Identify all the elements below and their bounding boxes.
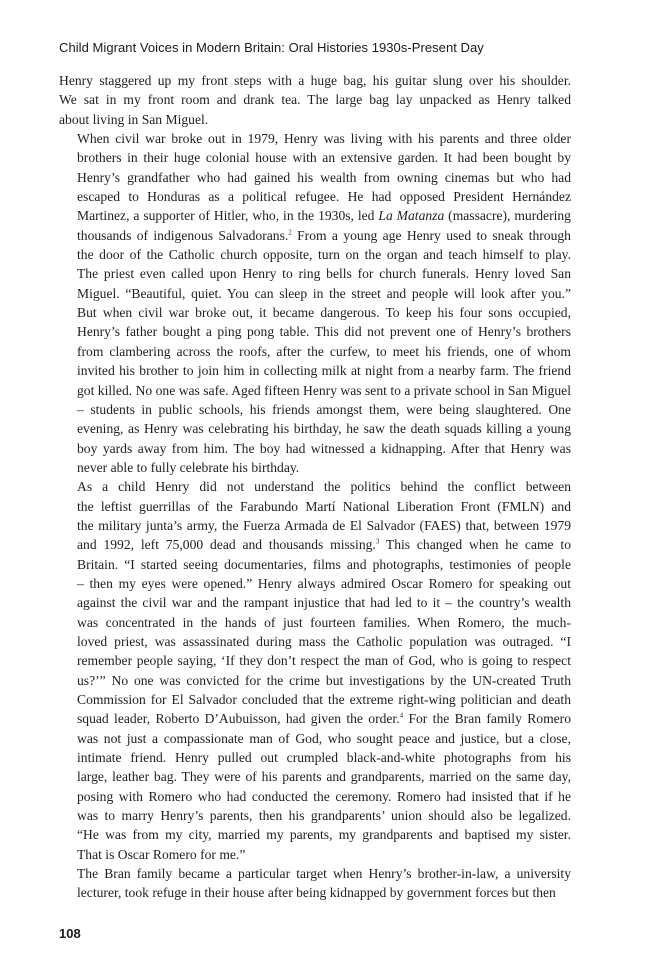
text-line: thousands of indigenous Salvadorans.$^2$ From a young age Henry used to sneak through	[77, 227, 571, 243]
text-line: Commission for El Salvador concluded that the extreme right-wing politician and death	[77, 692, 571, 707]
text-line: from clambering across the roofs, after the curfew, to meet his friends, one of whom	[77, 343, 571, 359]
text-line: Henry’s grandfather who had gained his wealth from owning cinemas but who had	[77, 169, 571, 185]
text-line: squad leader, Roberto D’Aubuisson, had given the order.$^4$ For the Bran family Romero	[77, 711, 571, 727]
text-line: Britain. “I started seeing documentaries, films and photographs, testimonies of people	[77, 556, 571, 572]
text-line: evening, as Henry was celebrating his birthday, he saw the death squads killing a young	[77, 421, 571, 437]
text-line: That is Oscar Romero for me.”	[77, 846, 246, 862]
text-line: The priest even called upon Henry to ring bells for church funerals. Henry loved San	[77, 266, 571, 282]
text-line: remember people saying, ‘If they don’t respect the man of God, who is going to respect	[77, 653, 571, 669]
text-line: lecturer, took refuge in their house after being kidnapped by government forces but then	[77, 885, 556, 901]
text-line: Henry staggered up my front steps with a huge bag, his guitar slung over his shoulder.	[59, 73, 571, 88]
text-line: escaped to Honduras as a political refugee. He had opposed President Hernández	[77, 189, 571, 205]
text-line: was to marry Henry’s parents, then his grandparents’ union should also be legalized.	[77, 808, 571, 824]
text-line: the military junta’s army, the Fuerza Armada de El Salvador (FAES) that, between 1979	[77, 517, 571, 533]
text-line: us?’” No one was convicted for the crime but investigations by the UN-created Truth	[77, 672, 571, 688]
text-line: was concentrated in the hands of just fourteen families. When Romero, the much-	[77, 614, 571, 630]
text-line: about living in San Miguel.	[59, 111, 209, 127]
text-line: Miguel. “Beautiful, quiet. You can sleep in the street and people will look after you.”	[77, 285, 571, 301]
text-line: We sat in my front room and drank tea. The large bag lay unpacked as Henry talked	[59, 92, 571, 108]
text-line: As a child Henry did not understand the politics behind the conflict between	[77, 479, 571, 495]
text-line: invited his brother to join him in collecting milk at night from a nearby farm. The friend	[77, 363, 571, 379]
page-number: 108	[59, 926, 81, 941]
text-line: “He was from my city, married my parents, my grandparents and baptised my sister.	[77, 827, 571, 843]
paragraph	[59, 71, 571, 129]
text-line: Martinez, a supporter of Hitler, who, in the 1930s, led La Matanza (massacre), murdering	[77, 208, 571, 224]
text-line: – students in public schools, his friends amongst them, were being slaughtered. One	[77, 401, 571, 417]
text-line: But when civil war broke out, it became dangerous. To keep his four sons occupied,	[77, 305, 571, 321]
text-line: – then my eyes were opened.” Henry always admired Oscar Romero for speaking out	[77, 575, 571, 591]
paragraph	[59, 129, 571, 477]
text-line: got killed. No one was safe. Aged fifteen Henry was sent to a private school in San Miguel	[77, 382, 571, 398]
text-line: against the civil war and the rampant injustice that had led to it – the country’s wealth	[77, 595, 571, 611]
paragraph	[59, 864, 571, 903]
paragraph	[59, 477, 571, 864]
text-line: loved priest, was assassinated during mass the Catholic population was outraged. “I	[77, 633, 571, 649]
text-line: large, leather bag. They were of his parents and grandparents, married on the same day,	[77, 769, 571, 785]
text-line: The Bran family became a particular target when Henry’s brother-in-law, a university	[77, 866, 571, 882]
text-line: boy yards away from him. The boy had witnessed a kidnapping. After that Henry was	[77, 440, 571, 456]
running-head: Child Migrant Voices in Modern Britain: Oral Histories 1930s-Present Day	[59, 40, 484, 55]
text-line: the leftist guerrillas of the Farabundo Martí National Liberation Front (FMLN) and	[77, 498, 571, 514]
text-line: and 1992, left 75,000 dead and thousands missing.$^3$ This changed when he came to	[77, 537, 571, 553]
body-text	[59, 71, 571, 903]
text-line: was not just a compassionate man of God, who sought peace and justice, but a close,	[77, 730, 571, 746]
text-line: intimate friend. Henry pulled out crumpled black-and-white photographs from his	[77, 750, 571, 766]
text-line: posing with Romero who had conducted the ceremony. Romero had insisted that if he	[77, 788, 571, 804]
text-line: the door of the Catholic church opposite, turn on the organ and teach himself to play.	[77, 247, 571, 263]
text-line: brothers in their huge colonial house with an extensive garden. It had been bought by	[77, 150, 571, 166]
text-line: Henry’s father bought a ping pong table. This did not prevent one of Henry’s brothers	[77, 324, 571, 340]
text-line: never able to fully celebrate his birthday.	[77, 459, 300, 475]
text-line: When civil war broke out in 1979, Henry was living with his parents and three older	[77, 131, 571, 147]
